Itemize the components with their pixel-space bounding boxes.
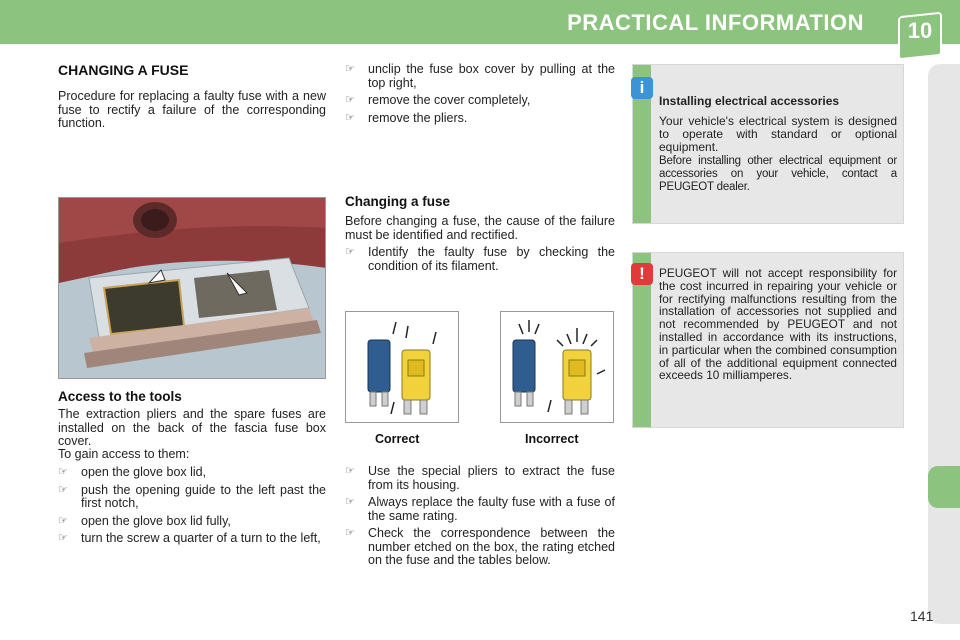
chapter-side-bar bbox=[928, 64, 960, 624]
changing-text: Before changing a fuse, the cause of the failure must be identified and rectified. bbox=[345, 214, 615, 242]
pointing-hand-icon: ☞ bbox=[345, 111, 355, 124]
cover-steps bbox=[345, 63, 615, 129]
page-title: PRACTICAL INFORMATION bbox=[567, 10, 864, 35]
warning-text: PEUGEOT will not accept responsibility for the cost incurred in repairing your vehicle or for rectifying malfunctions resulting from the installation of accessories not supplied and not recommended by PEUGEOT and not installed in accordance with its instructions, in particular when the combined consumption of all of the additional equipment connected exceeds 10 milliamperes. bbox=[659, 266, 897, 383]
info-icon: i bbox=[631, 77, 653, 99]
warning-box bbox=[632, 252, 904, 428]
glove-box-illustration bbox=[58, 197, 326, 379]
list-item: ☞ push the opening guide to the left past the first notch, bbox=[58, 482, 326, 510]
info-text-2: Before installing other electrical equipment or accessories on your vehicle, contact a PEUGEOT dealer. bbox=[659, 155, 897, 193]
correct-caption: Correct bbox=[375, 432, 420, 446]
list-item: ☞ unclip the fuse box cover by pulling at the top right, bbox=[345, 62, 615, 90]
warning-icon: ! bbox=[631, 263, 653, 285]
page-number: 141 bbox=[910, 608, 934, 624]
chapter-number: 10 bbox=[907, 18, 933, 43]
info-box bbox=[632, 64, 904, 224]
list-item: ☞ Always replace the faulty fuse with a fuse of the same rating. bbox=[345, 495, 615, 523]
incorrect-caption: Incorrect bbox=[525, 432, 579, 446]
incorrect-fuse-illustration bbox=[500, 311, 614, 423]
access-text: The extraction pliers and the spare fuses are installed on the back of the fascia fuse box cover. bbox=[58, 407, 326, 448]
pointing-hand-icon: ☞ bbox=[58, 532, 68, 544]
pointing-hand-icon: ☞ bbox=[345, 94, 355, 106]
list-item: ☞ turn the screw a quarter of a turn to the left, bbox=[58, 531, 321, 545]
list-item: ☞ Use the special pliers to extract the fuse from its housing. bbox=[345, 464, 615, 492]
access-lead: To gain access to them: bbox=[58, 447, 190, 461]
identify-steps bbox=[345, 246, 615, 277]
pointing-hand-icon: ☞ bbox=[345, 496, 355, 508]
section-title: CHANGING A FUSE bbox=[58, 62, 189, 78]
chapter-side-tab bbox=[928, 466, 960, 508]
list-item: ☞ Check the correspondence between the number etched on the box, the rating etched on the fuse and the tables below. bbox=[345, 526, 615, 567]
pointing-hand-icon: ☞ bbox=[58, 483, 68, 496]
pointing-hand-icon: ☞ bbox=[345, 63, 355, 75]
intro-text: Procedure for replacing a faulty fuse with a new fuse to rectify a failure of the corresponding function. bbox=[58, 89, 326, 130]
access-steps bbox=[58, 466, 326, 550]
list-item: ☞ remove the pliers. bbox=[345, 110, 468, 125]
pointing-hand-icon: ☞ bbox=[58, 514, 68, 527]
info-title: Installing electrical accessories bbox=[659, 94, 840, 108]
list-item: ☞ open the glove box lid, bbox=[58, 465, 207, 479]
pointing-hand-icon: ☞ bbox=[345, 527, 355, 539]
list-item: ☞ remove the cover completely, bbox=[345, 93, 531, 107]
replace-steps bbox=[345, 465, 615, 572]
list-item: ☞ Identify the faulty fuse by checking the condition of its filament. bbox=[345, 245, 615, 273]
list-item: ☞ open the glove box lid fully, bbox=[58, 513, 231, 528]
pointing-hand-icon: ☞ bbox=[58, 466, 68, 478]
changing-title: Changing a fuse bbox=[345, 194, 451, 209]
pointing-hand-icon: ☞ bbox=[345, 465, 355, 477]
access-title: Access to the tools bbox=[58, 389, 182, 404]
info-text-1: Your vehicle's electrical system is designed to operate with standard or optional equipment. bbox=[659, 114, 897, 154]
correct-fuse-illustration bbox=[345, 311, 459, 423]
pointing-hand-icon: ☞ bbox=[345, 246, 355, 258]
